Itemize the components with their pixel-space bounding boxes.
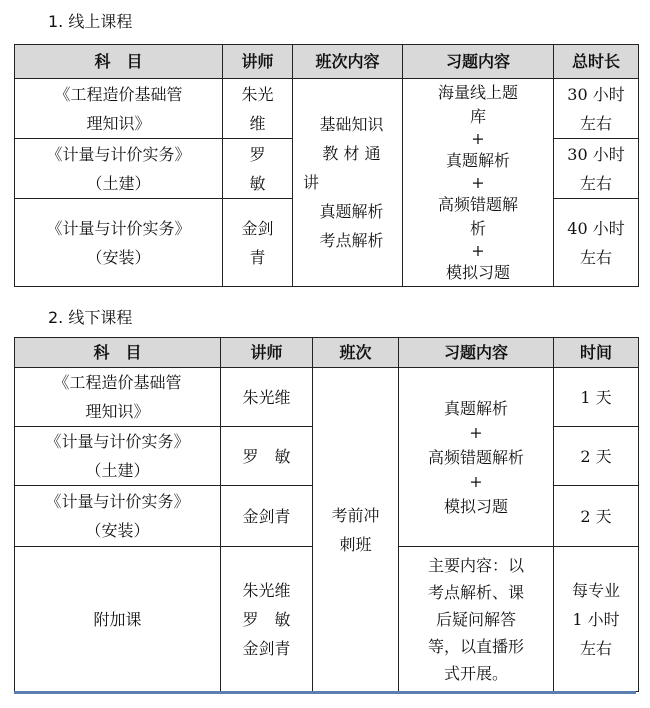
table-cell-lecturer: 金剑 青 <box>223 199 293 287</box>
table-cell-subject: 《工程造价基础管 理知识》 <box>15 79 223 139</box>
table-cell-duration: 40 小时 左右 <box>554 199 639 287</box>
table-cell-subject: 附加课 <box>15 547 221 692</box>
table-cell-lecturer: 朱光维 <box>221 368 313 427</box>
table-cell-lecturer: 朱光维 罗 敏 金剑青 <box>221 547 313 692</box>
section-title-online: 1. 线上课程 <box>48 12 133 31</box>
table-cell-lecturer: 罗 敏 <box>223 139 293 199</box>
table-cell-time: 1 天 <box>554 368 639 427</box>
table-cell-subject: 《工程造价基础管 理知识》 <box>15 368 221 427</box>
header-class: 班次 <box>313 338 399 368</box>
header-lecturer: 讲师 <box>223 45 293 79</box>
header-time: 时间 <box>554 338 639 368</box>
exercise-content-cell: 真题解析 + 高频错题解析 + 模拟习题 <box>399 368 554 547</box>
table-cell-lecturer: 朱光 维 <box>223 79 293 139</box>
header-subject: 科 目 <box>15 338 221 368</box>
bottom-divider <box>14 691 636 694</box>
table-cell-duration: 30 小时 左右 <box>554 139 639 199</box>
header-class-content: 班次内容 <box>293 45 403 79</box>
online-course-table <box>14 44 639 287</box>
offline-course-table <box>14 337 639 692</box>
table-cell-subject: 《计量与计价实务》 （土建） <box>15 427 221 486</box>
header-subject: 科 目 <box>15 45 223 79</box>
header-lecturer: 讲师 <box>221 338 313 368</box>
table-cell-duration: 30 小时 左右 <box>554 79 639 139</box>
header-exercise-content: 习题内容 <box>403 45 554 79</box>
class-content-cell: 基础知识 教 材 通 讲 真题解析 考点解析 <box>293 79 403 287</box>
header-duration: 总时长 <box>554 45 639 79</box>
exercise-content-cell: 海量线上题 库 + 真题解析 + 高频错题解 析 + 模拟习题 <box>403 79 554 287</box>
table-cell-subject: 《计量与计价实务》 （土建） <box>15 139 223 199</box>
table-cell-time: 2 天 <box>554 427 639 486</box>
table-cell-subject: 《计量与计价实务》 （安装） <box>15 199 223 287</box>
table-cell-time: 每专业 1 小时 左右 <box>554 547 639 692</box>
table-cell-lecturer: 金剑青 <box>221 486 313 547</box>
table-cell-subject: 《计量与计价实务》 （安装） <box>15 486 221 547</box>
header-exercise-content: 习题内容 <box>399 338 554 368</box>
section-title-offline: 2. 线下课程 <box>48 308 133 327</box>
extra-exercise-cell: 主要内容：以 考点解析、课 后疑问解答 等，以直播形 式开展。 <box>399 547 554 692</box>
table-cell-lecturer: 罗 敏 <box>221 427 313 486</box>
table-cell-time: 2 天 <box>554 486 639 547</box>
class-cell: 考前冲 刺班 <box>313 368 399 692</box>
